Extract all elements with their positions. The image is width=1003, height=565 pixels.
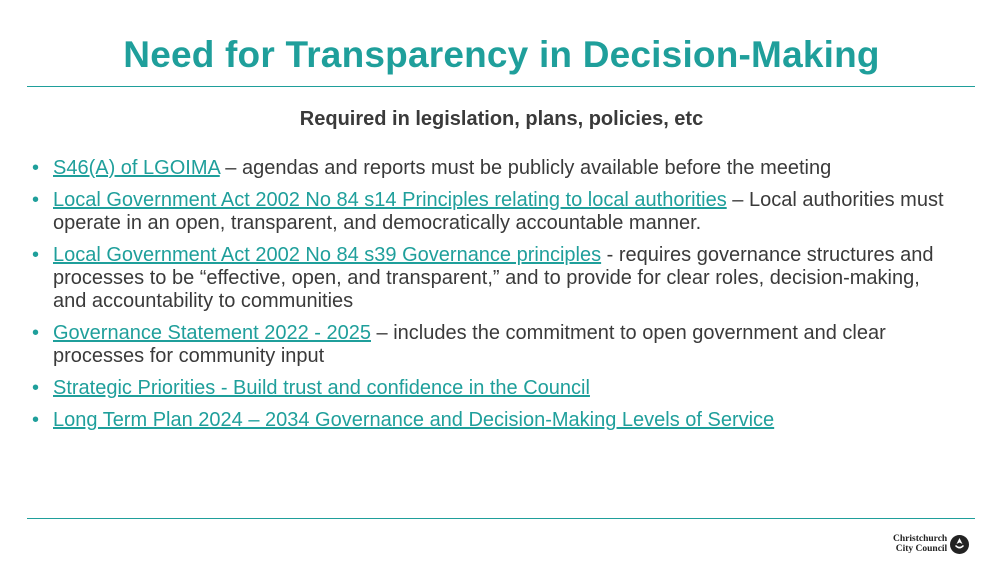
bullet-icon: • (32, 377, 40, 399)
list-item-text: – includes the commitment to open government and clear processes for community input (53, 322, 886, 367)
list-item-text: – Local authorities must operate in an open, transparent, and democratically accountable manner. (53, 189, 944, 234)
list-item (30, 377, 950, 400)
top-divider (27, 86, 975, 87)
bullet-icon: • (32, 189, 40, 211)
bullet-icon: • (32, 157, 40, 179)
lgoima-link[interactable]: S46(A) of LGOIMA (53, 157, 220, 179)
slide-title: Need for Transparency in Decision-Making (123, 34, 880, 75)
logo-line-2: City Council (895, 544, 948, 554)
logo-wordmark (893, 534, 947, 554)
list-item (30, 409, 950, 432)
list-item (30, 157, 950, 180)
list-item-text: - requires governance structures and processes to be “effective, open, and transparent,” and to provide for clear roles, decision-making, and accountability to communities (53, 244, 934, 312)
slide-subtitle: Required in legislation, plans, policies, etc (299, 108, 704, 130)
list-item (30, 244, 950, 313)
governance-statement-link[interactable]: Governance Statement 2022 - 2025 (53, 322, 371, 344)
lga-s14-link[interactable]: Local Government Act 2002 No 84 s14 Principles relating to local authorities (53, 189, 727, 211)
bullet-icon: • (32, 409, 40, 431)
council-logo (893, 532, 983, 556)
list-item (30, 322, 950, 368)
long-term-plan-link[interactable]: Long Term Plan 2024 – 2034 Governance and Decision-Making Levels of Service (53, 409, 775, 431)
list-item-text: – agendas and reports must be publicly available before the meeting (219, 157, 832, 179)
logo-line-1: Christchurch (893, 534, 948, 544)
lga-s39-link[interactable]: Local Government Act 2002 No 84 s39 Governance principles (53, 244, 602, 266)
bullet-icon: • (32, 322, 40, 344)
bullet-list (30, 157, 950, 441)
bullet-icon: • (32, 244, 40, 266)
strategic-priorities-link[interactable]: Strategic Priorities - Build trust and confidence in the Council (53, 377, 590, 399)
list-item (30, 189, 950, 235)
council-emblem-icon (950, 535, 969, 554)
bottom-divider (27, 518, 975, 519)
